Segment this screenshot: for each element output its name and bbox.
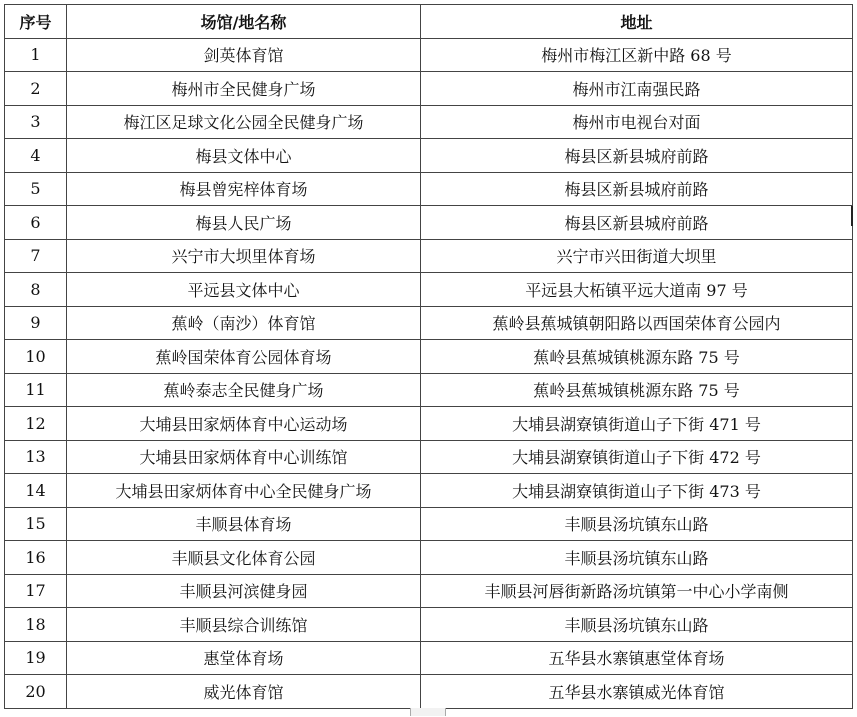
cell-address: 大埔县湖寮镇街道山子下街 472 号: [421, 440, 853, 474]
table-row: [5, 172, 853, 206]
cell-index: 20: [5, 675, 67, 709]
cell-address: 梅州市电视台对面: [421, 105, 853, 139]
table-row: [5, 608, 853, 642]
horizontal-scroll-handle[interactable]: [410, 708, 446, 716]
table-row: [5, 675, 853, 709]
cell-index: 17: [5, 574, 67, 608]
cell-venue-name: 大埔县田家炳体育中心全民健身广场: [67, 474, 421, 508]
cell-venue-name: 大埔县田家炳体育中心运动场: [67, 407, 421, 441]
cell-address: 大埔县湖寮镇街道山子下街 473 号: [421, 474, 853, 508]
table-row: [5, 440, 853, 474]
cell-address: 梅州市梅江区新中路 68 号: [421, 38, 853, 72]
cell-index: 1: [5, 38, 67, 72]
cell-index: 14: [5, 474, 67, 508]
table-row: [5, 407, 853, 441]
cell-venue-name: 丰顺县综合训练馆: [67, 608, 421, 642]
cell-index: 4: [5, 139, 67, 173]
cell-index: 15: [5, 507, 67, 541]
venue-table: [4, 4, 853, 709]
cell-index: 19: [5, 641, 67, 675]
cell-index: 18: [5, 608, 67, 642]
cell-index: 9: [5, 306, 67, 340]
table-row: [5, 306, 853, 340]
table-row: [5, 38, 853, 72]
table-row: [5, 574, 853, 608]
cell-venue-name: 蕉岭泰志全民健身广场: [67, 373, 421, 407]
table-row: [5, 239, 853, 273]
cell-index: 11: [5, 373, 67, 407]
cell-address: 兴宁市兴田街道大坝里: [421, 239, 853, 273]
cell-index: 16: [5, 541, 67, 575]
cell-venue-name: 平远县文体中心: [67, 273, 421, 307]
cell-venue-name: 丰顺县文化体育公园: [67, 541, 421, 575]
table-row: [5, 139, 853, 173]
cell-venue-name: 丰顺县体育场: [67, 507, 421, 541]
cell-address: 大埔县湖寮镇街道山子下街 471 号: [421, 407, 853, 441]
cell-index: 2: [5, 72, 67, 106]
cell-index: 5: [5, 172, 67, 206]
table-row: [5, 72, 853, 106]
cell-venue-name: 丰顺县河滨健身园: [67, 574, 421, 608]
cell-venue-name: 蕉岭国荣体育公园体育场: [67, 340, 421, 374]
table-row: [5, 340, 853, 374]
cell-venue-name: 梅县曾宪梓体育场: [67, 172, 421, 206]
cell-venue-name: 威光体育馆: [67, 675, 421, 709]
cell-address: 梅州市江南强民路: [421, 72, 853, 106]
cell-address: 梅县区新县城府前路: [421, 172, 853, 206]
header-index: 序号: [5, 5, 67, 39]
cell-index: 13: [5, 440, 67, 474]
cell-venue-name: 惠堂体育场: [67, 641, 421, 675]
table-row: [5, 641, 853, 675]
cell-venue-name: 蕉岭（南沙）体育馆: [67, 306, 421, 340]
cell-venue-name: 梅江区足球文化公园全民健身广场: [67, 105, 421, 139]
table-row: [5, 206, 853, 240]
cell-address: 丰顺县汤坑镇东山路: [421, 608, 853, 642]
cell-address: 蕉岭县蕉城镇桃源东路 75 号: [421, 340, 853, 374]
table-row: [5, 474, 853, 508]
cell-index: 8: [5, 273, 67, 307]
table-row: [5, 105, 853, 139]
cell-index: 12: [5, 407, 67, 441]
cell-address: 蕉岭县蕉城镇朝阳路以西国荣体育公园内: [421, 306, 853, 340]
cell-venue-name: 梅县人民广场: [67, 206, 421, 240]
cell-address: 丰顺县河唇街新路汤坑镇第一中心小学南侧: [421, 574, 853, 608]
cell-address: 梅县区新县城府前路: [421, 206, 853, 240]
table-row: [5, 541, 853, 575]
cell-address: 平远县大柘镇平远大道南 97 号: [421, 273, 853, 307]
cell-address: 蕉岭县蕉城镇桃源东路 75 号: [421, 373, 853, 407]
cell-address: 五华县水寨镇惠堂体育场: [421, 641, 853, 675]
cell-index: 10: [5, 340, 67, 374]
text-cursor: [851, 206, 853, 226]
table-row: [5, 273, 853, 307]
table-row: [5, 507, 853, 541]
cell-address: 丰顺县汤坑镇东山路: [421, 507, 853, 541]
header-address: 地址: [421, 5, 853, 39]
cell-index: 3: [5, 105, 67, 139]
cell-venue-name: 梅县文体中心: [67, 139, 421, 173]
table-row: [5, 373, 853, 407]
cell-address: 丰顺县汤坑镇东山路: [421, 541, 853, 575]
cell-venue-name: 梅州市全民健身广场: [67, 72, 421, 106]
cell-address: 梅县区新县城府前路: [421, 139, 853, 173]
cell-index: 7: [5, 239, 67, 273]
header-row: [5, 5, 853, 39]
table-body: [5, 38, 853, 708]
cell-venue-name: 大埔县田家炳体育中心训练馆: [67, 440, 421, 474]
cell-venue-name: 剑英体育馆: [67, 38, 421, 72]
cell-venue-name: 兴宁市大坝里体育场: [67, 239, 421, 273]
header-venue-name: 场馆/地名称: [67, 5, 421, 39]
cell-address: 五华县水寨镇威光体育馆: [421, 675, 853, 709]
cell-index: 6: [5, 206, 67, 240]
